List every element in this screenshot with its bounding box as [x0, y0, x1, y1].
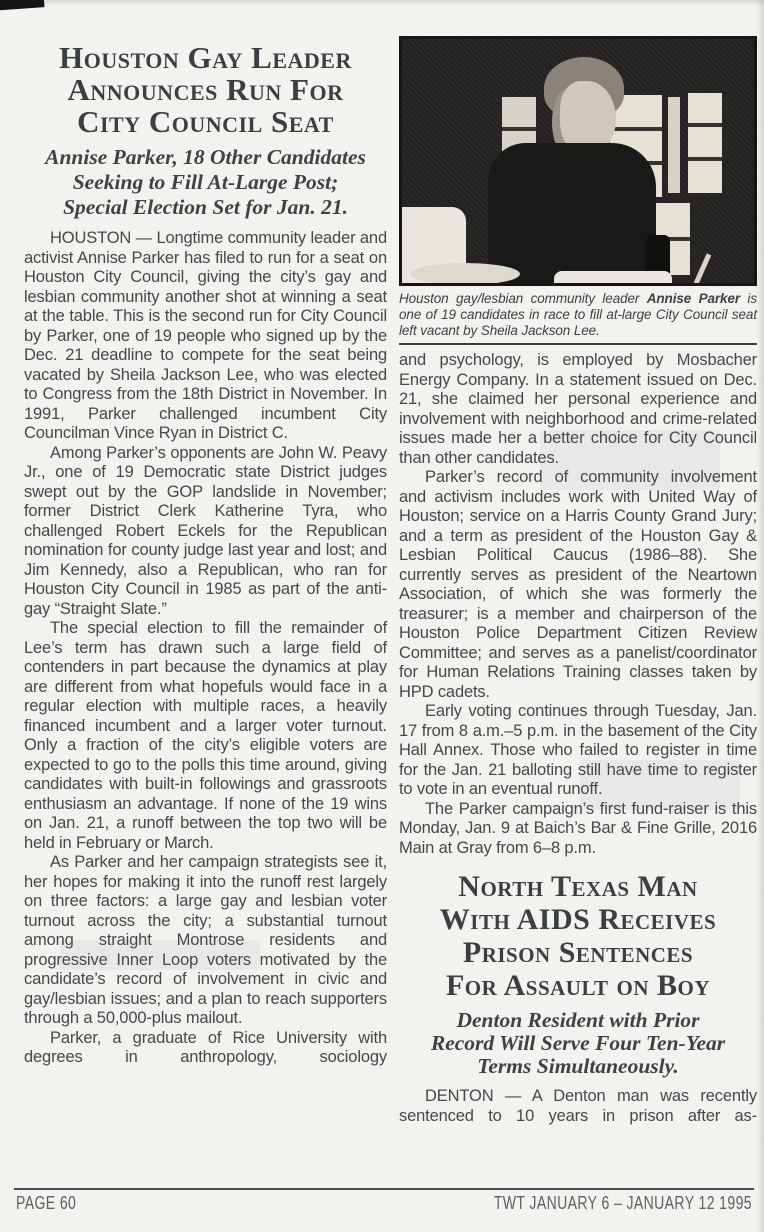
- paragraph: Early voting continues through Tuesday, Jan. 17 from 8 a.m.–5 p.m. in the basement of the City Hall Annex. Those who failed to register in time for the Jan. 21 balloting still have time to register to vote in an eventual runoff.: [399, 702, 757, 798]
- foreground-plate: [410, 263, 520, 285]
- paragraph: As Parker and her campaign strategists see it, her hopes for making it into the runoff rest largely on three factors: a large gay and lesbian voter turnout across the city; a substantial turnout among straight Montrose residents and progressive Inner Loop voters motivated by the candidate’s record of involvement in civic and gay/lesbian issues; and a plan to reach supporters through a 50,000-plus mailout.: [24, 853, 387, 1027]
- article1-body-left: [24, 229, 387, 1068]
- foreground-paper: [554, 271, 672, 286]
- caption-rule: [399, 343, 757, 345]
- photo-window-pane: [688, 93, 722, 193]
- left-column: [24, 42, 387, 1068]
- article1-body-right: [399, 351, 757, 858]
- right-column: [399, 36, 757, 1126]
- caption-text: is one of 19 candidates in race to fill at-large City Council seat left vacant by Sheila Jackson Lee.: [399, 291, 757, 338]
- caption-name: Annise Parker: [646, 291, 741, 306]
- issue-date: TWT JANUARY 6 – JANUARY 12 1995: [493, 1193, 752, 1213]
- scan-corner-mark: [0, 0, 44, 11]
- paragraph: HOUSTON — Longtime community leader and activist Annise Parker has filed to run for a seat on Houston City Council, giving the city’s gay and lesbian community another shot at winning a seat at the table. This is the second run for City Council by Parker, one of 19 people who signed up by the Dec. 21 deadline to compete for the seat being vacated by Sheila Jackson Lee, who was elected to Congress from the 18th District in November. In 1991, Parker challenged incumbent City Councilman Vince Ryan in District C.: [24, 229, 387, 442]
- paragraph: The special election to fill the remainder of Lee’s term has drawn such a large field of contenders in part because the dynamics at play are different from what hopefuls would face in a regular election with multiple races, a heavily financed incumbent and a larger voter turnout. Only a fraction of the city’s eligible voters are expected to go to the polls this time around, giving candidates with built-in followings and grassroots enthusiasm an advantage. If none of the 19 wins on Jan. 21, a runoff between the top two will be held in February or March.: [24, 619, 387, 852]
- photo-caption: [399, 291, 757, 339]
- subtitle-line: Terms Simultaneously.: [477, 1054, 679, 1078]
- article2-subtitle: [399, 1009, 757, 1078]
- subtitle-line: Denton Resident with Prior: [456, 1008, 700, 1032]
- subtitle-line: Seeking to Fill At-Large Post;: [72, 170, 339, 194]
- paragraph: Parker, a graduate of Rice University with degrees in anthropology, sociology: [24, 1028, 387, 1066]
- subtitle-line: Record Will Serve Four Ten-Year: [430, 1031, 726, 1055]
- headline-line: Announces Run For: [67, 72, 344, 107]
- headline-line: For Assault on Boy: [445, 969, 711, 1002]
- scan-edge-top: [0, 0, 764, 6]
- page-number: PAGE 60: [16, 1193, 77, 1213]
- photo-window-pane: [668, 97, 680, 193]
- headline-line: North Texas Man: [458, 870, 698, 903]
- caption-text: Houston gay/lesbian community leader: [399, 291, 647, 306]
- paragraph: and psychology, is employed by Mosbacher Energy Company. In a statement issued on Dec. 21, she claimed her personal experience and involvement with neighborhood and crime-related issues made her a better choice for City Council than other candidates.: [399, 351, 757, 467]
- person-body: [488, 143, 656, 286]
- headline-line: Houston Gay Leader: [59, 40, 352, 75]
- article2-body: [399, 1087, 757, 1126]
- headline-line: With AIDS Receives: [439, 903, 717, 936]
- article2-headline: [399, 870, 757, 1002]
- annise-parker-photo: [399, 36, 757, 286]
- paragraph: DENTON — A Denton man was recently sentenced to 10 years in prison after as-: [399, 1087, 757, 1125]
- article1-subtitle: [24, 145, 387, 220]
- paragraph: Parker’s record of community involvement and activism includes work with United Way of Houston; service on a Harris County Grand Jury; and a term as president of the Houston Gay & Lesbian Political Caucus (1986–88). She currently serves as president of the Neartown Association, of which she was formerly the treasurer; is a member and chairperson of the Houston Police Department Citizen Review Committee; and serves as a panelist/coordinator for Human Relations Training classes taken by HPD cadets.: [399, 468, 757, 701]
- headline-line: Prison Sentences: [462, 936, 694, 969]
- scan-edge-right: [757, 0, 764, 1232]
- footer-rule: [14, 1188, 754, 1190]
- paragraph: The Parker campaign’s first fund-raiser is this Monday, Jan. 9 at Baich’s Bar & Fine Grille, 2016 Main at Gray from 6–8 p.m.: [399, 799, 757, 857]
- subtitle-line: Annise Parker, 18 Other Candidates: [45, 145, 366, 169]
- subtitle-line: Special Election Set for Jan. 21.: [63, 195, 348, 219]
- paragraph: Among Parker’s opponents are John W. Peavy Jr., one of 19 Democratic state District judges swept out by the GOP landslide in November; former District Clerk Katherine Tyra, who challenged Robert Eckels for the Republican nomination for county judge last year and lost; and Jim Kennedy, also a Republican, who ran for Houston City Council in 1985 as part of the anti-gay “Straight Slate.”: [24, 443, 387, 618]
- article1-headline: [24, 42, 387, 138]
- headline-line: City Council Seat: [77, 104, 334, 139]
